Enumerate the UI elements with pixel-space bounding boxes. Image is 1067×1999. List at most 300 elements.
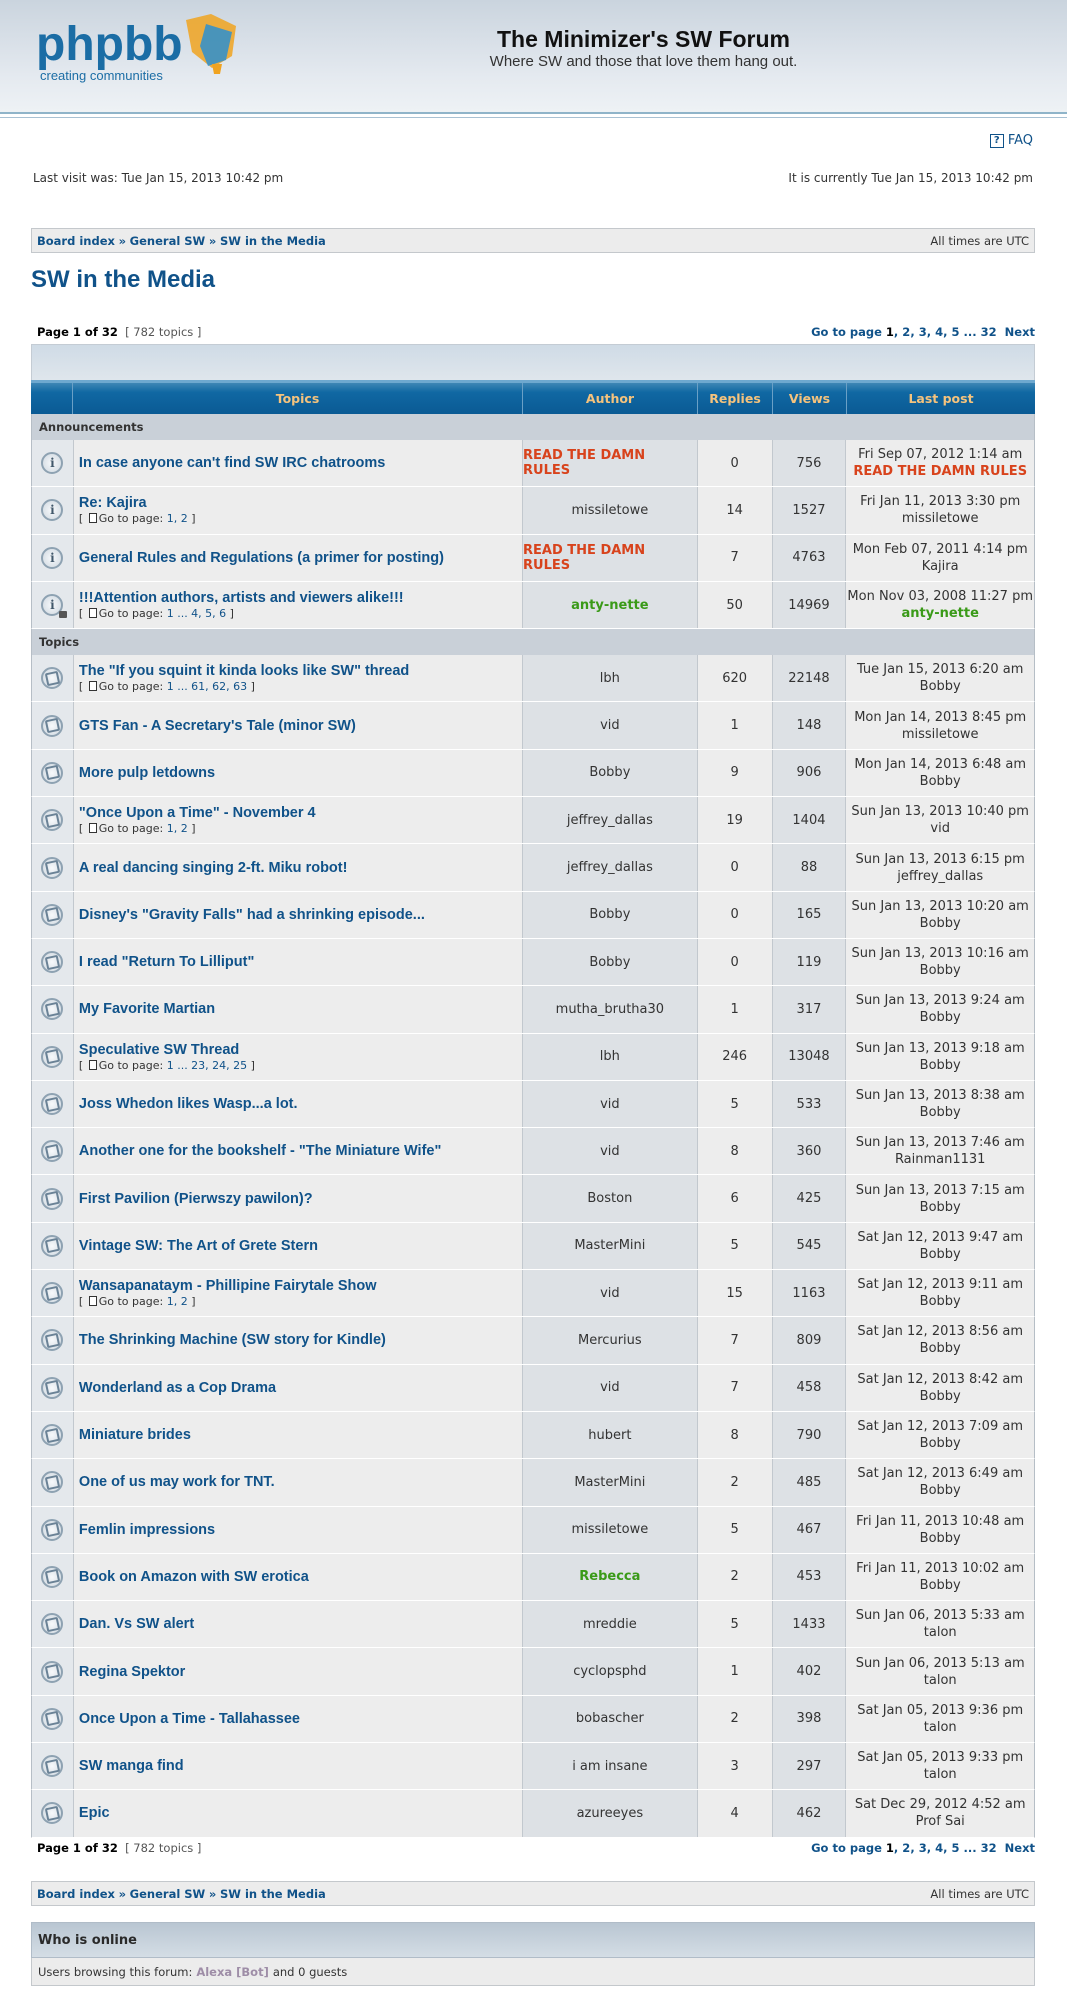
last-post-date: Sun Jan 13, 2013 10:20 am [851,898,1029,914]
last-post-author-link[interactable]: vid [930,821,950,837]
topic-read-icon [41,1093,63,1115]
topic-page-links: [ Go to page: 1 ... 4, 5, 6 ] [78,607,234,621]
breadcrumb-bar-top [31,228,1035,253]
svg-text:phpbb: phpbb [36,18,183,71]
last-post-cell [846,986,1034,1032]
last-post-cell [846,1459,1034,1505]
last-post-date: Sat Jan 12, 2013 8:42 am [857,1371,1023,1387]
topic-row [31,1223,1035,1270]
topic-author-link[interactable]: vid [600,1285,620,1301]
topic-read-icon [41,1329,63,1351]
topic-title-link[interactable]: Epic [78,1805,110,1822]
page-current: 1 [885,325,894,339]
topic-title-link[interactable]: First Pavilion (Pierwszy pawilon)? [78,1190,313,1207]
page-link[interactable]: 32 [980,325,997,339]
last-post-author-link[interactable]: Bobby [919,915,961,931]
topic-title-link[interactable]: Speculative SW Thread [78,1041,240,1058]
timezone-text: All times are UTC [930,1886,1029,1901]
last-post-author-link[interactable]: Bobby [919,1436,961,1452]
views-count: 425 [773,1175,847,1221]
last-post-author-link[interactable]: Bobby [919,1294,961,1310]
page-link[interactable]: 4 [935,1841,944,1855]
topic-title-link[interactable]: One of us may work for TNT. [78,1474,275,1491]
topic-read-icon [41,1613,63,1635]
last-post-author-link[interactable]: Bobby [919,1010,961,1026]
topic-row [31,986,1035,1033]
breadcrumb-general-sw[interactable]: General SW [129,233,206,248]
views-count: 4763 [773,535,847,581]
page-link[interactable]: 2 [902,1841,911,1855]
header-views: Views [773,383,847,414]
views-count: 467 [773,1507,847,1553]
topic-read-icon [41,1282,63,1304]
topic-read-icon [41,1708,63,1730]
topic-row [31,1459,1035,1506]
topic-page-link[interactable]: 1, 2 [166,822,188,836]
breadcrumb: Board index » General SW » SW in the Media [37,233,326,248]
last-post-author-link[interactable]: Bobby [919,1057,961,1073]
topic-author-link[interactable]: missiletowe [571,1522,649,1538]
topic-read-icon [41,1519,63,1541]
last-post-date: Sat Dec 29, 2012 4:52 am [854,1797,1026,1813]
page-icon [89,608,97,618]
topic-title-link[interactable]: Femlin impressions [78,1521,216,1538]
topic-read-icon [41,809,63,831]
replies-count: 7 [698,1317,773,1363]
views-count: 317 [773,986,847,1032]
last-post-cell [846,844,1034,890]
views-count: 22148 [773,655,847,701]
last-post-author-link[interactable]: Bobby [919,1530,961,1546]
topic-row [31,1365,1035,1412]
announcement-icon: i [41,452,63,474]
topic-title-link[interactable]: SW manga find [78,1758,184,1775]
last-post-author-link[interactable]: talon [923,1719,957,1735]
topic-author-link[interactable]: Bobby [589,765,631,781]
last-post-cell [846,750,1034,796]
last-post-author-link[interactable]: Bobby [919,1388,961,1404]
topics-list [31,655,1035,1837]
last-post-author-link[interactable]: talon [923,1625,957,1641]
last-post-author-link[interactable]: talon [923,1767,957,1783]
views-count: 485 [773,1459,847,1505]
views-count: 453 [773,1554,847,1600]
topics-header: Topics [31,629,1035,655]
page-indicator: Page 1 of 32 [37,1841,118,1855]
topic-read-icon [41,951,63,973]
views-count: 790 [773,1412,847,1458]
topic-read-icon [41,1424,63,1446]
topic-title-link[interactable]: I read "Return To Lilliput" [78,954,255,971]
views-count: 1404 [773,797,847,843]
replies-count: 1 [698,1648,773,1694]
last-post-date: Mon Nov 03, 2008 11:27 pm [847,589,1033,605]
topic-title-link[interactable]: Wonderland as a Cop Drama [78,1379,277,1396]
views-count: 119 [773,939,847,985]
topic-author-link[interactable]: Boston [587,1191,633,1207]
topic-title-link[interactable]: The Shrinking Machine (SW story for Kindle) [78,1332,386,1349]
topic-author-link[interactable]: jeffrey_dallas [566,860,653,876]
topic-page-link[interactable]: 1 ... 4, 5, 6 [166,607,227,621]
last-post-author-link[interactable]: Bobby [919,1483,961,1499]
last-post-date: Mon Jan 14, 2013 8:45 pm [854,709,1027,725]
last-post-author-link[interactable]: talon [923,1672,957,1688]
last-post-author-link[interactable]: jeffrey_dallas [897,868,984,884]
topic-read-icon [41,1471,63,1493]
announcement-row [31,487,1035,534]
replies-count: 5 [698,1223,773,1269]
topic-author-link[interactable]: azureeyes [576,1805,644,1821]
last-post-cell [846,655,1034,701]
topic-row [31,1081,1035,1128]
topic-read-icon [41,1377,63,1399]
views-count: 148 [773,702,847,748]
last-post-author-link[interactable]: missiletowe [901,726,979,742]
last-post-date: Fri Jan 11, 2013 3:30 pm [860,494,1021,510]
pagination-top [37,323,1035,341]
page-links: Go to page 1, 2, 3, 4, 5 ... 32 Next [811,325,1035,339]
views-count: 165 [773,892,847,938]
last-post-author-link[interactable]: READ THE DAMN RULES [853,464,1028,480]
topic-author-link[interactable]: hubert [588,1427,632,1443]
pagination-bottom [37,1839,1035,1857]
replies-count: 8 [698,1412,773,1458]
topic-page-link[interactable]: 1 ... 61, 62, 63 [166,680,248,694]
page-title[interactable]: SW in the Media [31,266,216,293]
faq-icon: ? [990,134,1004,148]
last-post-cell [846,939,1034,985]
topic-author-link[interactable]: vid [600,1096,620,1112]
topic-row [31,1412,1035,1459]
topic-read-icon [41,1188,63,1210]
who-is-online-text: Users browsing this forum: Alexa [Bot] and 0 guests [31,1958,1035,1986]
last-post-author-link[interactable]: anty-nette [901,606,979,622]
header-replies: Replies [698,383,773,414]
header-last-post: Last post [908,391,974,406]
topic-read-icon [41,762,63,784]
page-link[interactable]: 3 [918,325,927,339]
last-post-cell [846,1270,1034,1316]
last-post-date: Sun Jan 13, 2013 6:15 pm [855,851,1025,867]
last-post-cell [846,1175,1034,1221]
topic-title-link[interactable]: General Rules and Regulations (a primer for posting) [78,549,444,566]
topic-row [31,1601,1035,1648]
last-post-date: Sun Jan 06, 2013 5:13 am [855,1655,1025,1671]
topic-title-link[interactable]: Re: Kajira [78,495,147,512]
replies-count: 4 [698,1790,773,1836]
topic-title-link[interactable]: GTS Fan - A Secretary's Tale (minor SW) [78,717,356,734]
views-count: 545 [773,1223,847,1269]
replies-count: 8 [698,1128,773,1174]
topic-page-link[interactable]: 1, 2 [166,512,188,526]
announcement-icon: i [41,547,63,569]
last-post-cell [846,440,1034,486]
last-post-date: Sun Jan 13, 2013 9:24 am [855,993,1025,1009]
page-current: 1 [885,1841,894,1855]
topic-author-link[interactable]: missiletowe [571,502,649,518]
goto-label: Go to page [811,325,882,339]
views-count: 1163 [773,1270,847,1316]
topic-row [31,1696,1035,1743]
topic-author-link[interactable]: anty-nette [571,597,649,613]
topic-row [31,750,1035,797]
topic-author-link[interactable]: vid [600,718,620,734]
site-description: Where SW and those that love them hang out. [489,53,798,70]
topic-author-link[interactable]: vid [600,1143,620,1159]
page-icon [89,513,97,523]
last-post-author-link[interactable]: Bobby [919,773,961,789]
topic-title-link[interactable]: Vintage SW: The Art of Grete Stern [78,1237,318,1254]
topic-page-links: [ Go to page: 1, 2 ] [78,822,196,836]
last-post-cell [846,797,1034,843]
topic-author-link[interactable]: mutha_brutha30 [555,1001,665,1017]
replies-count: 19 [698,797,773,843]
last-post-cell [846,1081,1034,1127]
topic-title-link[interactable]: Joss Whedon likes Wasp...a lot. [78,1096,298,1112]
topic-title-link[interactable]: Book on Amazon with SW erotica [78,1568,309,1585]
topic-title-link[interactable]: "Once Upon a Time" - November 4 [78,805,316,822]
last-post-date: Sun Jan 13, 2013 8:38 am [855,1088,1025,1103]
replies-count: 0 [698,844,773,890]
last-post-cell [846,1317,1034,1363]
breadcrumb-bar-bottom [31,1881,1035,1906]
topic-author-link[interactable]: lbh [599,1049,620,1065]
topic-title-link[interactable]: Once Upon a Time - Tallahassee [78,1710,300,1727]
topic-author-link[interactable]: READ THE DAMN RULES [523,542,646,573]
topic-author-link[interactable]: i am insane [572,1758,648,1774]
page-link[interactable]: 5 [951,325,960,339]
topic-row [31,1790,1035,1837]
topic-title-link[interactable]: Miniature brides [78,1427,191,1444]
page-link[interactable]: 4 [935,325,944,339]
announcement-locked-icon: i [41,594,63,616]
last-post-date: Fri Jan 11, 2013 10:48 am [856,1513,1025,1529]
table-header [31,380,1035,414]
last-post-cell [846,702,1034,748]
last-post-cell [846,892,1034,938]
last-post-cell [846,1128,1034,1174]
breadcrumb-sw-in-media[interactable]: SW in the Media [220,1886,326,1901]
topic-read-icon [41,1140,63,1162]
views-count: 809 [773,1317,847,1363]
replies-count: 0 [698,440,773,486]
page-link[interactable]: 32 [980,1841,997,1855]
views-count: 398 [773,1696,847,1742]
lock-icon [59,611,67,618]
replies-count: 0 [698,939,773,985]
replies-count: 246 [698,1034,773,1080]
topic-table [31,344,1035,1838]
page-icon [89,681,97,691]
views-count: 14969 [773,582,847,628]
topic-title-link[interactable]: The "If you squint it kinda looks like SW" thread [78,663,410,680]
topic-row [31,1128,1035,1175]
page-icon [89,823,97,833]
last-post-author-link[interactable]: Bobby [919,963,961,979]
replies-count: 620 [698,655,773,701]
topic-page-link[interactable]: 1, 2 [166,1295,188,1309]
topic-read-icon [41,1802,63,1824]
breadcrumb-board-index[interactable]: Board index [37,1886,115,1901]
page-link[interactable]: 2 [902,325,911,339]
topic-author-link[interactable]: MasterMini [574,1238,646,1254]
topic-author-link[interactable]: jeffrey_dallas [566,812,653,828]
topic-author-link[interactable]: Bobby [589,954,631,970]
replies-count: 15 [698,1270,773,1316]
replies-count: 7 [698,535,773,581]
topic-read-icon [41,1235,63,1257]
last-post-cell [846,1743,1034,1789]
last-post-date: Sat Jan 12, 2013 9:11 am [857,1277,1023,1293]
topic-title-link[interactable]: Another one for the bookshelf - "The Miniature Wife" [78,1143,442,1160]
topic-read-icon [41,904,63,926]
topic-author-link[interactable]: Mercurius [578,1332,642,1348]
last-visit-text: Last visit was: Tue Jan 15, 2013 10:42 pm [33,171,284,185]
last-post-author-link[interactable]: Bobby [919,1246,961,1262]
page-link[interactable]: 5 [951,1841,960,1855]
views-count: 297 [773,1743,847,1789]
last-post-cell [846,1412,1034,1458]
announcement-row [31,440,1035,487]
last-post-date: Sat Jan 12, 2013 8:56 am [857,1324,1023,1340]
last-post-date: Sun Jan 13, 2013 10:40 pm [851,804,1029,820]
breadcrumb-sw-in-media[interactable]: SW in the Media [220,233,326,248]
announcements-list [31,440,1035,629]
next-page-link[interactable]: Next [1004,1841,1035,1855]
page-link[interactable]: 3 [918,1841,927,1855]
topic-read-icon [41,1755,63,1777]
views-count: 906 [773,750,847,796]
topic-author-link[interactable]: Bobby [589,907,631,923]
last-post-cell [846,1034,1034,1080]
topic-title-link[interactable]: More pulp letdowns [78,764,216,781]
topic-read-icon [41,715,63,737]
topic-author-link[interactable]: vid [600,1380,620,1396]
topic-title-link[interactable]: Regina Spektor [78,1663,186,1680]
topic-row [31,1554,1035,1601]
faq-label: FAQ [1007,133,1033,148]
last-post-author-link[interactable]: Rainman1131 [894,1152,986,1168]
faq-link[interactable] [990,133,1033,148]
views-count: 402 [773,1648,847,1694]
topic-row [31,892,1035,939]
topic-title-link[interactable]: !!!Attention authors, artists and viewers alike!!! [78,590,404,607]
topic-row [31,1317,1035,1364]
topic-title-link[interactable]: Dan. Vs SW alert [78,1616,195,1633]
page-indicator: Page 1 of 32 [37,325,118,339]
topic-author-link[interactable]: lbh [599,670,620,686]
topic-row [31,655,1035,702]
goto-label: Go to page [811,1841,882,1855]
topic-author-link[interactable]: cyclopsphd [573,1664,647,1680]
last-post-author-link[interactable]: Bobby [919,1577,961,1593]
topic-author-link[interactable]: MasterMini [574,1474,646,1490]
last-post-author-link[interactable]: Kajira [921,558,959,574]
topic-title-link[interactable]: Disney's "Gravity Falls" had a shrinking episode... [78,906,425,923]
header-rule [0,117,1067,118]
breadcrumb-board-index[interactable]: Board index [37,233,115,248]
topic-author-link[interactable]: mreddie [582,1616,637,1632]
topic-title-link[interactable]: Wansapanataym - Phillipine Fairytale Show [78,1278,377,1295]
online-user-link[interactable]: Alexa [Bot] [196,1964,269,1979]
replies-count: 2 [698,1459,773,1505]
last-post-author-link[interactable]: Prof Sai [915,1814,965,1830]
last-post-date: Sat Jan 05, 2013 9:36 pm [857,1702,1024,1718]
topic-author-link[interactable]: bobascher [575,1711,644,1727]
replies-count: 6 [698,1175,773,1221]
topic-row [31,797,1035,844]
topic-page-links: [ Go to page: 1, 2 ] [78,1295,196,1309]
views-count: 1527 [773,487,847,533]
breadcrumb-general-sw[interactable]: General SW [129,1886,206,1901]
last-post-date: Tue Jan 15, 2013 6:20 am [856,662,1024,678]
views-count: 360 [773,1128,847,1174]
topic-count: [ 782 topics ] [125,1841,202,1855]
topic-title-link[interactable]: In case anyone can't find SW IRC chatrooms [78,455,386,472]
last-post-cell [846,1696,1034,1742]
last-post-author-link[interactable]: Bobby [919,679,961,695]
site-title: The Minimizer's SW Forum [497,26,790,52]
topic-row [31,1743,1035,1790]
topic-page-links: [ Go to page: 1 ... 61, 62, 63 ] [78,680,255,694]
views-count: 756 [773,440,847,486]
page-icon [89,1296,97,1306]
last-post-author-link[interactable]: Bobby [919,1105,961,1120]
topic-read-icon [41,667,63,689]
last-post-date: Sun Jan 06, 2013 5:33 am [855,1608,1025,1624]
next-page-link[interactable]: Next [1004,325,1035,339]
announcement-row [31,535,1035,582]
topic-title-link[interactable]: My Favorite Martian [78,1001,216,1018]
topic-row [31,1270,1035,1317]
topic-read-icon [41,1046,63,1068]
last-post-date: Sun Jan 13, 2013 7:15 am [855,1182,1025,1198]
replies-count: 5 [698,1507,773,1553]
last-post-cell [846,582,1034,628]
topic-author-link[interactable]: READ THE DAMN RULES [523,448,646,479]
replies-count: 5 [698,1601,773,1647]
last-post-cell [846,1601,1034,1647]
topic-read-icon [41,1566,63,1588]
views-count: 533 [773,1081,847,1127]
views-count: 88 [773,844,847,890]
last-post-date: Fri Sep 07, 2012 1:14 am [858,447,1023,463]
last-post-cell [846,1648,1034,1694]
topic-row [31,1648,1035,1695]
announcement-icon: i [41,499,63,521]
last-post-author-link[interactable]: Bobby [919,1341,961,1357]
topic-page-links: [ Go to page: 1 ... 23, 24, 25 ] [78,1058,255,1072]
last-post-cell [846,1223,1034,1269]
last-post-date: Sat Jan 12, 2013 6:49 am [857,1466,1023,1482]
page-links: Go to page 1, 2, 3, 4, 5 ... 32 Next [811,1841,1035,1855]
last-post-cell [846,1365,1034,1411]
topic-row [31,702,1035,749]
topic-read-icon [41,1661,63,1683]
last-post-author-link[interactable]: Bobby [919,1199,961,1215]
last-post-author-link[interactable]: missiletowe [901,511,979,527]
replies-count: 0 [698,892,773,938]
header-author: Author [523,383,698,414]
topic-author-link[interactable]: Rebecca [579,1569,641,1585]
page-icon [89,1060,97,1070]
site-header [0,0,1067,114]
topic-count: [ 782 topics ] [125,325,202,339]
topic-title-link[interactable]: A real dancing singing 2-ft. Miku robot! [78,859,348,876]
last-post-date: Sat Jan 12, 2013 9:47 am [857,1229,1023,1245]
last-post-date: Fri Jan 11, 2013 10:02 am [856,1560,1025,1576]
topic-page-link[interactable]: 1 ... 23, 24, 25 [166,1058,248,1072]
